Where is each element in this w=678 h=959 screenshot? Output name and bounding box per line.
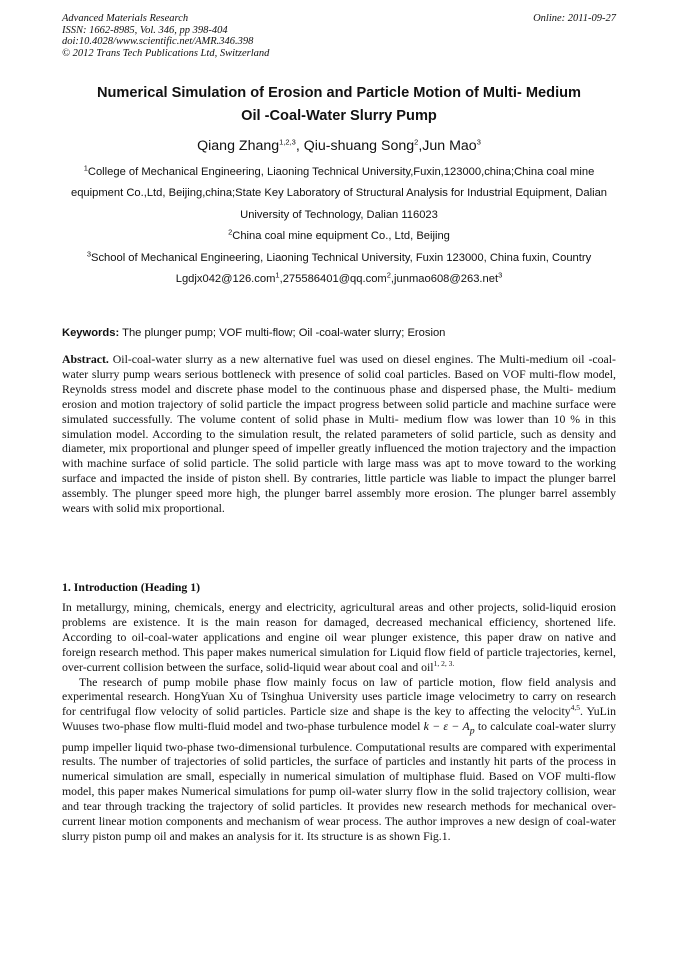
author-3: Jun Mao [422, 138, 477, 154]
affiliation-2-marker: 2 [228, 227, 233, 237]
author-2: Qiu-shuang Song [303, 138, 415, 154]
paragraph [62, 600, 616, 675]
paragraph-text: . YuLin Wuuses two-phase flow multi-fluid model and two-phase turbulence model [62, 704, 617, 734]
journal-header [62, 13, 269, 59]
formula-subscript: p [469, 725, 475, 737]
author-3-affil: 3 [476, 137, 481, 147]
journal-copyright: © 2012 Trans Tech Publications Ltd, Switzerland [62, 47, 270, 59]
affiliation-3 [62, 248, 616, 269]
keywords [62, 326, 616, 340]
paragraph-text: The research of pump mobile phase flow mainly focus on law of particle motion, flow field analysis and experimental research. HongYuan Xu of Tsinghua University uses particle image velocimetry to carry on research for centrifugal flow velocity of solid particles. Particle size and shape is the key to affecting the velocity [62, 674, 616, 719]
affiliation-3-text: School of Mechanical Engineering, Liaoning Technical University, Fuxin 123000, China fuxin, Country [90, 251, 592, 264]
paragraph [62, 675, 616, 844]
paragraph-text: to calculate coal-water slurry pump impeller liquid two-phase two-dimensional turbulence. Computational results are compared with experimental results. The number of trajectories of solid particles, the surface of particles and instantly hit parts of the process in numerical simulation are small, especially in numerical simulation of multiphase fluid. Based on VOF multi-flow model, this paper makes Numerical simulations for pump oil-water slurry flow in the solid trajectory collision, wear and tear through tracking the trajectory of solid particles. It provides new research methods for mechanical over-current linear motion components and mechanism of wear process. The author improves a new design of coal-water slurry piston pump oil and makes an analysis for it. Its structure is as shown Fig.1. [62, 719, 617, 843]
author-separator: , [295, 138, 304, 154]
abstract [62, 352, 616, 516]
author-list [62, 137, 616, 155]
abstract-label: Abstract. [62, 352, 109, 366]
paragraph-text: In metallurgy, mining, chemicals, energy and electricity, agricultural areas and other projects, solid-liquid erosion problems are existence. It is the main reason for damaged, decreased mechanical efficiency, shortened life. According to oil-coal-water applications and engine oil wear plunger existence, this paper draw on native and foreign research method. This paper makes numerical simulation for Liquid flow field of particle trajectories, kernel, over-current collision between the surface, solid-liquid wear about coal and oil [62, 600, 616, 674]
email-1-marker: 1 [275, 270, 280, 280]
keywords-text: The plunger pump; VOF multi-flow; Oil -coal-water slurry; Erosion [119, 327, 446, 339]
email-line [62, 269, 616, 290]
turbulence-model-formula [423, 719, 475, 737]
email-2-marker: 2 [386, 270, 391, 280]
journal-issn: ISSN: 1662-8985, Vol. 346, pp 398-404 [62, 24, 228, 36]
formula-text: k − ε − A [423, 719, 470, 734]
email-3[interactable]: ,junmao608@263.net [390, 273, 499, 286]
author-1: Qiang Zhang [197, 138, 280, 154]
affiliation-1-marker: 1 [83, 163, 88, 173]
title-line-2: Oil -Coal-Water Slurry Pump [241, 108, 437, 124]
citation-marker: 1, 2, 3. [433, 658, 455, 668]
affiliation-1-text: College of Mechanical Engineering, Liaoning Technical University,Fuxin,123000,china;China coal mine equipment Co.,Ltd, Beijing,china;State Key Laboratory of Structural Analysis for Industrial Equipment, Dalian University of Technology, Dalian 116023 [70, 166, 608, 221]
introduction-body [62, 600, 616, 844]
journal-name: Advanced Materials Research [62, 13, 189, 24]
author-1-affil: 1,2,3 [279, 137, 296, 147]
author-separator: , [418, 138, 423, 154]
author-2-affil: 2 [414, 137, 419, 147]
affiliation-2 [62, 226, 616, 247]
journal-doi[interactable]: doi:10.4028/www.scientific.net/AMR.346.398 [62, 36, 254, 48]
citation-marker: 4,5 [570, 703, 581, 713]
online-date: Online: 2011-09-27 [533, 13, 616, 24]
section-heading: 1. Introduction (Heading 1) [62, 580, 201, 594]
affiliation-3-marker: 3 [86, 248, 91, 258]
title-line-1: Numerical Simulation of Erosion and Particle Motion of Multi- Medium [96, 85, 582, 101]
paper-title [62, 82, 616, 128]
abstract-text: Oil-coal-water slurry as a new alternative fuel was used on diesel engines. The Multi-medium oil -coal-water slurry pump wears serious bottleneck with presence of solid coal particles. Based on VOF multi-flow model, Reynolds stress model and discrete phase model to the continuous phase and dispersed phase, the Multi- medium erosion and motion trajectory of solid particle the impact progress between solid particle and machine surface were simulated successfully. The volume content of solid phase in Multi- medium flow was lower than 10 % in this simulation model. According to the simulation result, the related parameters of solid particle, such as density and diameter, mix proportional and plunger speed of impeller greatly influenced the motion trajectory and the impaction with machine surface of solid particle. The solid particle with large mass was apt to move toward to the working surface and impacted the inside of piston shell. By contraries, little particle was liable to impact the plunger barrel assembly. The plunger speed more high, the plunger barrel assembly more erosion. The plunger barrel assembly wears with solid mix proportional. [62, 352, 616, 516]
affiliation-2-text: China coal mine equipment Co., Ltd, Beijing [232, 230, 450, 243]
email-3-marker: 3 [498, 270, 503, 280]
email-1[interactable]: Lgdjx042@126.com [175, 273, 276, 286]
affiliations [62, 162, 616, 290]
affiliation-1 [62, 162, 616, 226]
keywords-label: Keywords: [62, 327, 120, 339]
email-2[interactable]: ,275586401@qq.com [279, 273, 387, 286]
